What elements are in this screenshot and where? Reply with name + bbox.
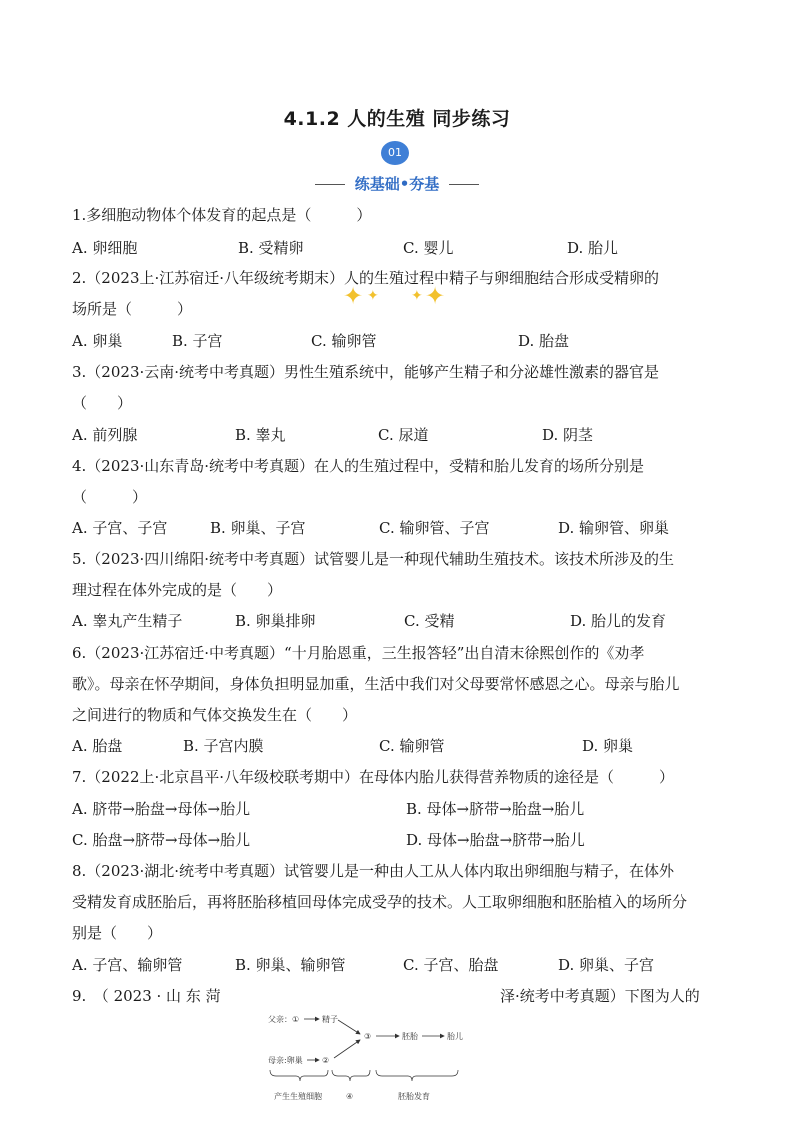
question-2-option-c: C. 输卵管 xyxy=(311,332,377,350)
diagram-father-label: 父亲：① xyxy=(268,1015,300,1024)
sparkle-icon: ✦ xyxy=(425,282,446,310)
question-1-option-b: B. 受精卵 xyxy=(238,239,304,257)
arrow-icon xyxy=(338,1020,360,1034)
sparkle-icon: ✦ xyxy=(343,282,364,310)
question-2-text-cont: 场所是（ ） xyxy=(72,300,193,318)
question-4-option-a: A. 子宫、子宫 xyxy=(72,519,168,537)
question-9-text-right: 泽·统考中考真题）下图为人的 xyxy=(500,987,700,1005)
question-7-option-b: B. 母体→脐带→胎盘→胎儿 xyxy=(406,800,585,818)
question-9-text-left: 9. （ 2023 · 山 东 菏 xyxy=(72,987,221,1005)
question-7-text: 7.（2022上·北京昌平·八年级校联考期中）在母体内胎儿获得营养物质的途径是（ ） xyxy=(72,768,675,786)
question-2-option-d: D. 胎盘 xyxy=(518,332,570,350)
question-6-option-b: B. 子宫内膜 xyxy=(183,737,264,755)
question-5-text: 5.（2023·四川绵阳·统考中考真题）试管婴儿是一种现代辅助生殖技术。该技术所涉及的生 xyxy=(72,550,675,568)
question-6-text: 6.（2023·江苏宿迁·中考真题）“十月胎恩重，三生报答轻”出自清末徐熙创作的《劝孝 xyxy=(72,644,645,662)
question-2-text: 2.（2023上·江苏宿迁·八年级统考期末）人的生殖过程中精子与卵细胞结合形成受精卵的 xyxy=(72,269,660,287)
question-5-option-a: A. 睾丸产生精子 xyxy=(72,612,183,630)
divider xyxy=(315,184,345,185)
page-title: 4.1.2 人的生殖 同步练习 xyxy=(283,108,511,130)
question-1-option-c: C. 婴儿 xyxy=(403,239,454,257)
question-2-option-b: B. 子宫 xyxy=(172,332,223,350)
arrow-icon xyxy=(334,1040,360,1058)
question-3-option-a: A. 前列腺 xyxy=(72,426,138,444)
question-7-option-a: A. 脐带→胎盘→母体→胎儿 xyxy=(72,800,251,818)
question-8-option-d: D. 卵巢、子宫 xyxy=(558,956,655,974)
question-1-option-a: A. 卵细胞 xyxy=(72,239,138,257)
question-5-option-c: C. 受精 xyxy=(404,612,455,630)
diagram-embryo-development-label: 胚胎发育 xyxy=(398,1092,430,1101)
section-number-badge: 01 xyxy=(381,141,409,165)
question-6-option-c: C. 输卵管 xyxy=(379,737,445,755)
diagram-node-2: ② xyxy=(322,1056,330,1065)
question-8-text: 8.（2023·湖北·统考中考真题）试管婴儿是一种由人工从人体内取出卵细胞与精子，在体外 xyxy=(72,862,675,880)
question-8-text-cont: 受精发育成胚胎后，再将胚胎移植回母体完成受孕的技术。人工取卵细胞和胚胎植入的场所分 xyxy=(72,893,688,911)
question-8-option-b: B. 卵巢、输卵管 xyxy=(235,956,346,974)
brace-produce xyxy=(270,1070,328,1081)
question-5-text-cont: 理过程在体外完成的是（ ） xyxy=(72,581,283,599)
sparkle-icon: ✦ xyxy=(411,288,423,304)
diagram-embryo-label: 胚胎 xyxy=(402,1032,418,1041)
question-8-text-cont2: 别是（ ） xyxy=(72,924,163,942)
question-8-option-c: C. 子宫、胎盘 xyxy=(403,956,499,974)
diagram-node-3: ③ xyxy=(364,1032,372,1041)
sparkle-icon: ✦ xyxy=(367,288,379,304)
diagram-sperm-label: 精子 xyxy=(322,1015,338,1024)
question-6-option-a: A. 胎盘 xyxy=(72,737,123,755)
question-6-text-cont2: 之间进行的物质和气体交换发生在（ ） xyxy=(72,706,358,724)
question-5-option-b: B. 卵巢排卵 xyxy=(235,612,316,630)
question-7-option-d: D. 母体→胎盘→脐带→胎儿 xyxy=(406,831,585,849)
diagram-produce-cells-label: 产生生殖细胞 xyxy=(274,1092,322,1101)
question-3-option-b: B. 睾丸 xyxy=(235,426,286,444)
diagram-label-4: ④ xyxy=(346,1092,354,1101)
question-4-option-d: D. 输卵管、卵巢 xyxy=(558,519,670,537)
question-6-text-cont: 歌》。母亲在怀孕期间，身体负担明显加重，生活中我们对父母要常怀感恩之心。母亲与胎儿 xyxy=(72,675,680,693)
brace-embryo xyxy=(376,1070,458,1081)
question-3-option-d: D. 阴茎 xyxy=(542,426,594,444)
question-3-option-c: C. 尿道 xyxy=(378,426,429,444)
diagram-mother-label: 母亲:卵巢 xyxy=(268,1056,303,1065)
question-7-option-c: C. 胎盘→脐带→母体→胎儿 xyxy=(72,831,251,849)
divider xyxy=(449,184,479,185)
question-4-option-c: C. 输卵管、子宫 xyxy=(379,519,490,537)
question-1-text: 1.多细胞动物体个体发育的起点是（ ） xyxy=(72,206,372,224)
question-5-option-d: D. 胎儿的发育 xyxy=(570,612,667,630)
question-1-option-d: D. 胎儿 xyxy=(567,239,619,257)
question-8-option-a: A. 子宫、输卵管 xyxy=(72,956,183,974)
diagram-fetus-label: 胎儿 xyxy=(447,1032,463,1041)
question-3-text: 3.（2023·云南·统考中考真题）男性生殖系统中，能够产生精子和分泌雄性激素的器官是 xyxy=(72,363,660,381)
question-2-option-a: A. 卵巢 xyxy=(72,332,123,350)
brace-4 xyxy=(332,1070,370,1081)
question-4-text: 4.（2023·山东青岛·统考中考真题）在人的生殖过程中，受精和胎儿发育的场所分别是 xyxy=(72,457,645,475)
question-4-text-cont: （ ） xyxy=(72,488,148,506)
section-heading xyxy=(0,173,794,194)
question-4-option-b: B. 卵巢、子宫 xyxy=(210,519,306,537)
question-6-option-d: D. 卵巢 xyxy=(582,737,634,755)
question-3-text-cont: （ ） xyxy=(72,394,133,412)
section-heading-text: 练基础•夯基 xyxy=(354,175,440,193)
reproduction-flow-diagram xyxy=(262,1006,482,1106)
